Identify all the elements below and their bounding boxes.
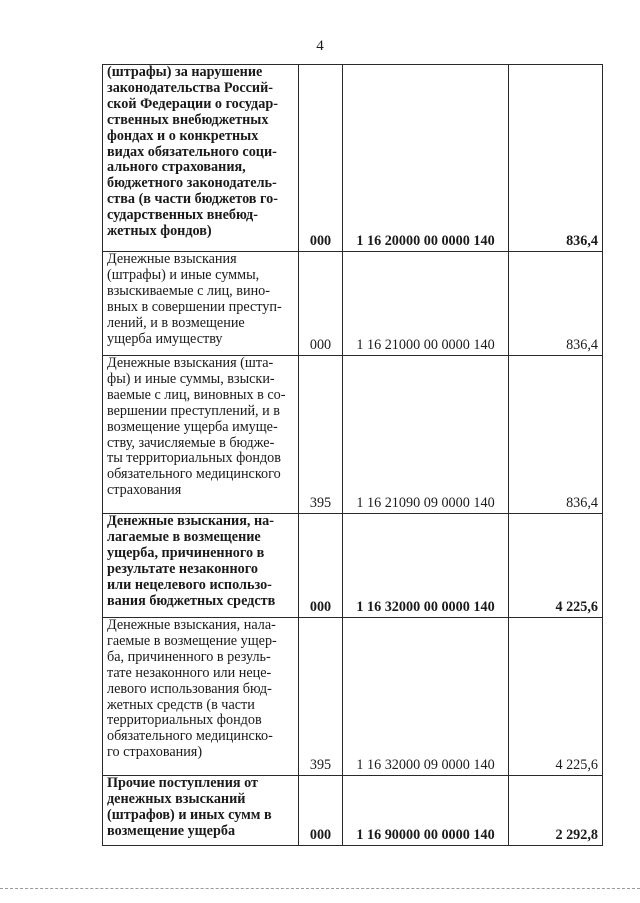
budget-classification-code-cell: 1 16 21090 09 0000 140 [343, 356, 509, 514]
amount-cell: 836,4 [509, 252, 603, 356]
revenue-name-cell: Денежные взыскания (шта- фы) и иные суммы, взыски- ваемые с лиц, виновных в со- вершении преступлений, и в возмещение ущерба имуще- ству, зачисляемые в бюдже- ты территориальных фондов обязательного медицинского страхования [103, 356, 299, 514]
budget-classification-code-cell: 1 16 21000 00 0000 140 [343, 252, 509, 356]
amount-cell: 4 225,6 [509, 514, 603, 618]
table-row [103, 514, 603, 618]
revenue-name-cell: Денежные взыскания, нала- гаемые в возмещение ущер- ба, причиненного в резуль- тате незаконного или неце- левого использования бюд- жетных средств (в части территориальных фондов обязательного медицинско- го страхования) [103, 618, 299, 776]
revenue-name-cell: Прочие поступления от денежных взысканий (штрафов) и иных сумм в возмещение ущерба [103, 776, 299, 846]
admin-code-cell: 000 [299, 514, 343, 618]
table-row [103, 618, 603, 776]
admin-code-cell: 395 [299, 356, 343, 514]
revenue-name-cell: Денежные взыскания, на- лагаемые в возмещение ущерба, причиненного в результате незаконного или нецелевого использо- вания бюджетных средств [103, 514, 299, 618]
table-row [103, 65, 603, 252]
amount-cell: 836,4 [509, 356, 603, 514]
revenue-name-cell: Денежные взыскания (штрафы) и иные суммы, взыскиваемые с лиц, вино- вных в совершении преступ- лений, и в возмещение ущерба имуществу [103, 252, 299, 356]
amount-cell: 836,4 [509, 65, 603, 252]
admin-code-cell: 395 [299, 618, 343, 776]
admin-code-cell: 000 [299, 252, 343, 356]
table-row [103, 776, 603, 846]
budget-classification-code-cell: 1 16 90000 00 0000 140 [343, 776, 509, 846]
page-number: 4 [316, 38, 324, 54]
admin-code-cell: 000 [299, 65, 343, 252]
table-row [103, 356, 603, 514]
admin-code-cell: 000 [299, 776, 343, 846]
table-row [103, 252, 603, 356]
revenue-name-cell: (штрафы) за нарушение законодательства Россий- ской Федерации о государ- ственных внебюджетных фондах и о конкретных видах обязательного соци- ального страхования, бюджетного законодатель- ства (в части бюджетов го- сударственных внебюд- жетных фондов) [103, 65, 299, 252]
amount-cell: 2 292,8 [509, 776, 603, 846]
budget-revenue-table [102, 64, 603, 846]
page-bottom-divider [0, 888, 640, 889]
budget-classification-code-cell: 1 16 32000 00 0000 140 [343, 514, 509, 618]
amount-cell: 4 225,6 [509, 618, 603, 776]
budget-classification-code-cell: 1 16 20000 00 0000 140 [343, 65, 509, 252]
budget-classification-code-cell: 1 16 32000 09 0000 140 [343, 618, 509, 776]
